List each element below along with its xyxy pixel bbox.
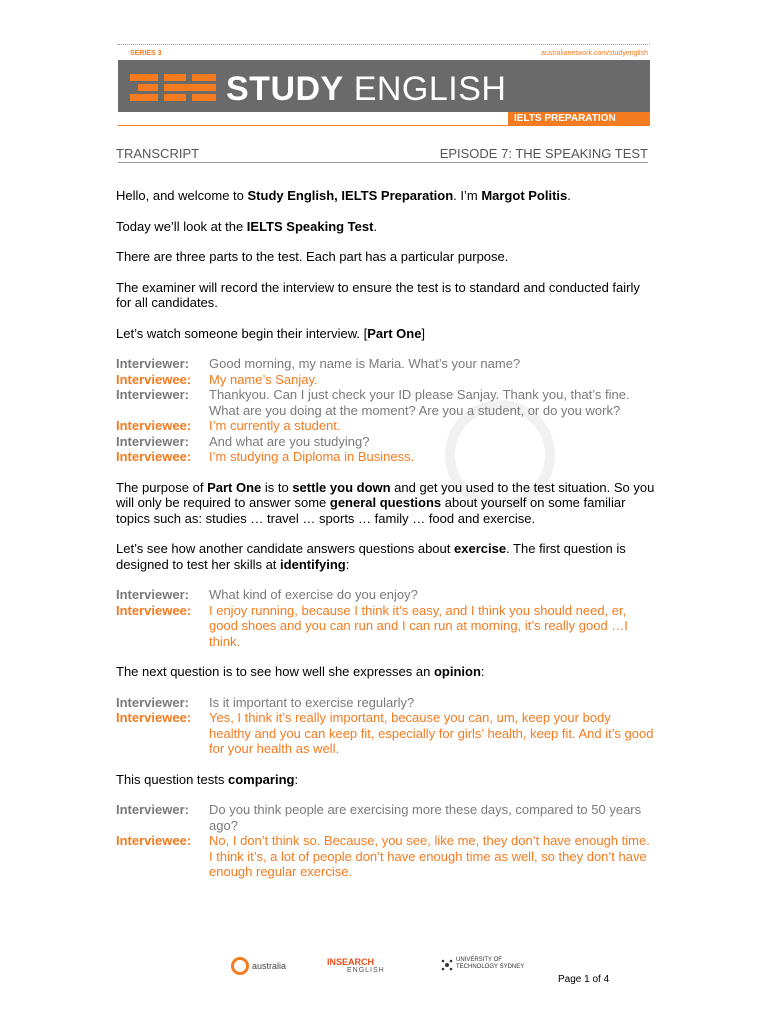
dialog-line: Interviewee: No, I don’t think so. Because, you see, like me, they don’t have enough time. I think it’s, a lot of people don’t have enough time as well, so they don’t have enough regular exercise. — [116, 833, 650, 879]
dialog-line: Interviewer: Good morning, my name is Maria. What’s your name? — [116, 356, 521, 371]
series-label: SERIES 3 — [130, 50, 162, 57]
dialog-part-one — [116, 356, 656, 465]
paragraph-purpose: The purpose of Part One is to settle you down and get you used to the test situation. So you will only be required to answer some general questions about yourself on some familiar topics such as: studies … travel … sports … family … food and exercise. — [116, 479, 655, 526]
paragraph-parts: There are three parts to the test. Each part has a particular purpose. — [116, 249, 509, 264]
paragraph-welcome: Hello, and welcome to Study English, IELTS Preparation. I’m Margot Politis. — [116, 188, 571, 203]
dialog-line: Interviewee: I’m studying a Diploma in Business. — [116, 449, 415, 464]
dialog-line: Interviewee: Yes, I think it’s really important, because you can, um, keep your body healthy and you can keep fit, especially for girls’ health, keep fit. And it’s good for your health as well. — [116, 710, 654, 756]
ielts-ribbon: IELTS PREPARATION — [508, 112, 650, 126]
paragraph-examiner: The examiner will record the interview to ensure the test is to standard and conducted fairly for all candidates. — [116, 279, 640, 310]
dialog-line: Interviewer: Do you think people are exercising more these days, compared to 50 years ago? — [116, 802, 642, 833]
paragraph-part-one: Let’s watch someone begin their interview. [Part One] — [116, 325, 426, 341]
transcript-body — [116, 188, 656, 895]
page-number: Page 1 of 4 — [558, 974, 610, 985]
paragraph-intro: Today we’ll look at the IELTS Speaking Test. — [116, 218, 378, 234]
insearch-logo-text: INSEARCH — [327, 957, 375, 967]
australia-network-logo-icon — [231, 957, 249, 975]
dialog-line: Interviewer: Thankyou. Can I just check your ID please Sanjay. Thank you, that’s fine. What are you doing at the moment? Are you a student, or do you work? — [116, 387, 630, 418]
dialog-line: Interviewee: My name’s Sanjay. — [116, 371, 318, 387]
uts-crest-icon — [441, 959, 453, 971]
episode-label: EPISODE 7: THE SPEAKING TEST — [439, 146, 648, 161]
dialog-opinion — [116, 695, 656, 757]
ribbon-rule — [118, 125, 650, 126]
dialog-line: Interviewer: And what are you studying? — [116, 433, 370, 449]
paragraph-opinion: The next question is to see how well she expresses an opinion: — [116, 664, 485, 679]
insearch-english-text: ENGLISH — [347, 967, 385, 974]
dialog-comparing — [116, 802, 656, 880]
banner-title-english: ENGLISH — [353, 70, 507, 108]
australia-logo-text: australia — [252, 961, 287, 971]
dialog-line: Interviewee: I enjoy running, because I think it’s easy, and I think you should need, er, good shoes and you can run and I can run at morning, it’s really good …I think. — [116, 602, 628, 649]
paragraph-exercise: Let’s see how another candidate answers questions about exercise. The first question is designed to test her skills at identifying: — [116, 541, 626, 572]
study-english-logo-icon — [130, 74, 218, 102]
footer-logos — [0, 955, 768, 985]
dialog-line: Interviewer: What kind of exercise do you enjoy? — [116, 587, 418, 602]
uts-logo-text: UNIVERSITY OF TECHNOLOGY SYDNEY — [456, 957, 525, 970]
header-rule — [118, 162, 648, 163]
banner-title-study: STUDY — [226, 70, 344, 108]
site-url: australianetwork.com/studyenglish — [541, 50, 648, 57]
dialog-line: Interviewee: I’m currently a student. — [116, 418, 341, 433]
transcript-label: TRANSCRIPT — [116, 146, 200, 161]
header-banner — [118, 60, 650, 112]
banner-title — [226, 70, 506, 109]
dialog-identifying — [116, 587, 656, 649]
paragraph-comparing: This question tests comparing: — [116, 771, 299, 787]
dialog-line: Interviewer: Is it important to exercise regularly? — [116, 694, 415, 710]
